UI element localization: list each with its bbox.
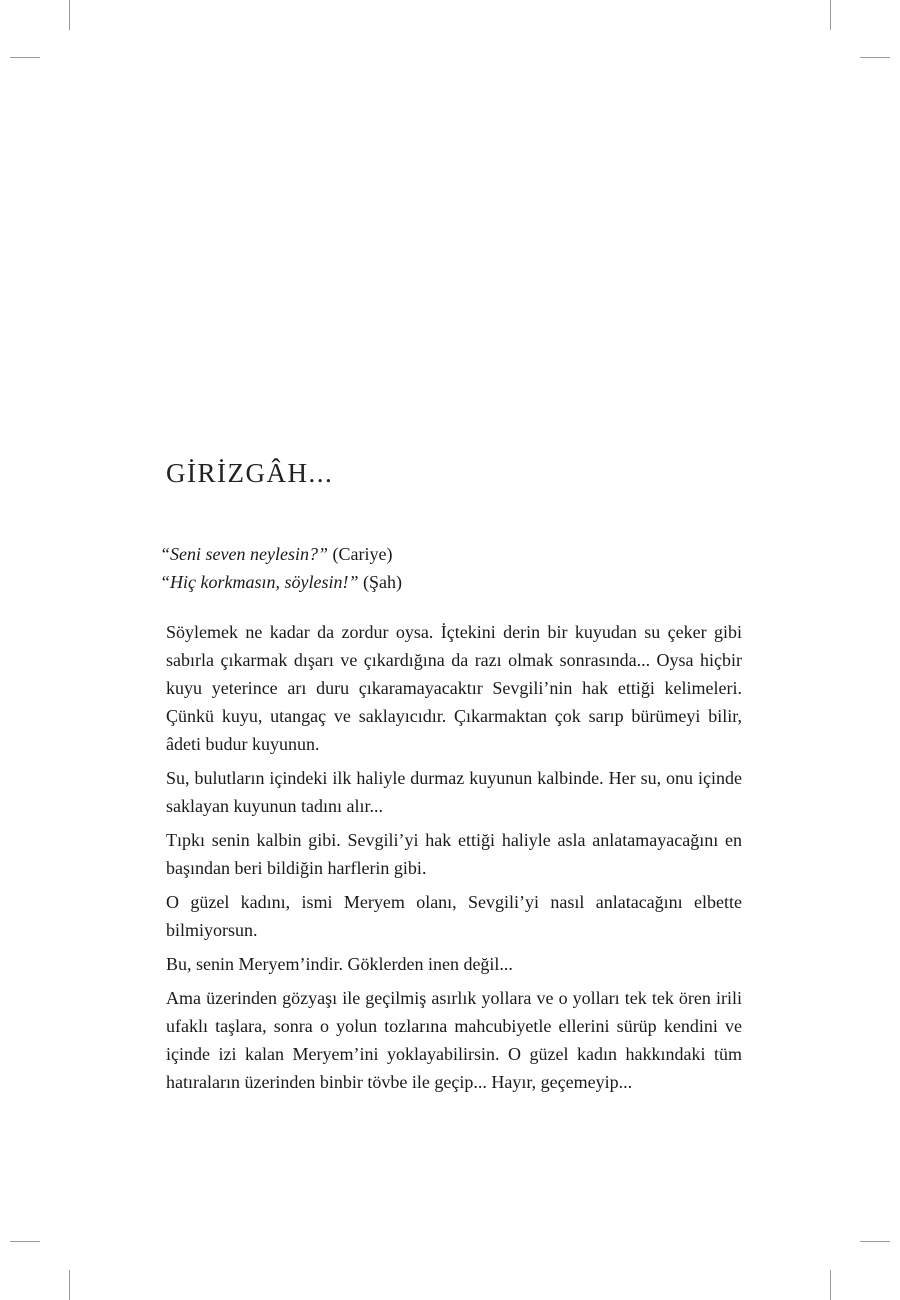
epigraph-speaker: (Cariye) xyxy=(332,544,393,564)
epigraph-speaker: (Şah) xyxy=(362,572,402,592)
crop-mark-bottom-right xyxy=(830,1270,831,1300)
paragraph: O güzel kadını, ismi Meryem olanı, Sevgili’yi nasıl anlatacağını elbette bilmiyorsun. xyxy=(166,892,742,940)
chapter-title: GİRİZGÂH... xyxy=(166,458,334,488)
paragraph: Su, bulutların içindeki ilk haliyle durmaz kuyunun kalbinde. Her su, onu içinde saklayan kuyunun tadını alır... xyxy=(166,768,742,816)
paragraph: Tıpkı senin kalbin gibi. Sevgili’yi hak ettiği haliyle asla anlatamayacağını en başından beri bildiğin harflerin gibi. xyxy=(166,830,742,878)
epigraph-line xyxy=(160,540,760,568)
crop-mark-bottom-left-horizontal xyxy=(10,1241,40,1242)
epigraph xyxy=(160,540,760,596)
crop-mark-top-right xyxy=(830,0,831,30)
crop-mark-top-left xyxy=(69,0,70,30)
epigraph-quote: “Hiç korkmasın, söylesin!” xyxy=(160,572,359,592)
paragraph: Bu, senin Meryem’indir. Göklerden inen değil... xyxy=(166,954,513,974)
paragraph: Ama üzerinden gözyaşı ile geçilmiş asırlık yollara ve o yolları tek tek ören irili ufaklı taşlara, sonra o yolun tozlarına mahcubiyetle ellerini sürüp kendini ve içinde izi kalan Meryem’ini yoklayabilirsin. O güzel kadın hakkındaki tüm hatıraların üzerinden binbir tövbe ile geçip... Hayır, geçemeyip... xyxy=(166,988,742,1092)
crop-mark-top-right-horizontal xyxy=(860,57,890,58)
epigraph-quote: “Seni seven neylesin?” xyxy=(160,544,328,564)
paragraph: Söylemek ne kadar da zordur oysa. İçtekini derin bir kuyudan su çeker gibi sabırla çıkarmak dışarı ve çıkardığına da razı olmak sonrasında... Oysa hiçbir kuyu yeterince arı duru çıkaramayacaktır Sevgili’nin hak ettiği kelimeleri. Çünkü kuyu, utangaç ve saklayıcıdır. Çıkarmaktan çok sarıp bürümeyi bilir, âdeti budur kuyunun. xyxy=(166,622,742,754)
crop-mark-top-left-horizontal xyxy=(10,57,40,58)
epigraph-line xyxy=(160,568,760,596)
crop-mark-bottom-left xyxy=(69,1270,70,1300)
crop-mark-bottom-right-horizontal xyxy=(860,1241,890,1242)
body-text xyxy=(166,618,742,1102)
